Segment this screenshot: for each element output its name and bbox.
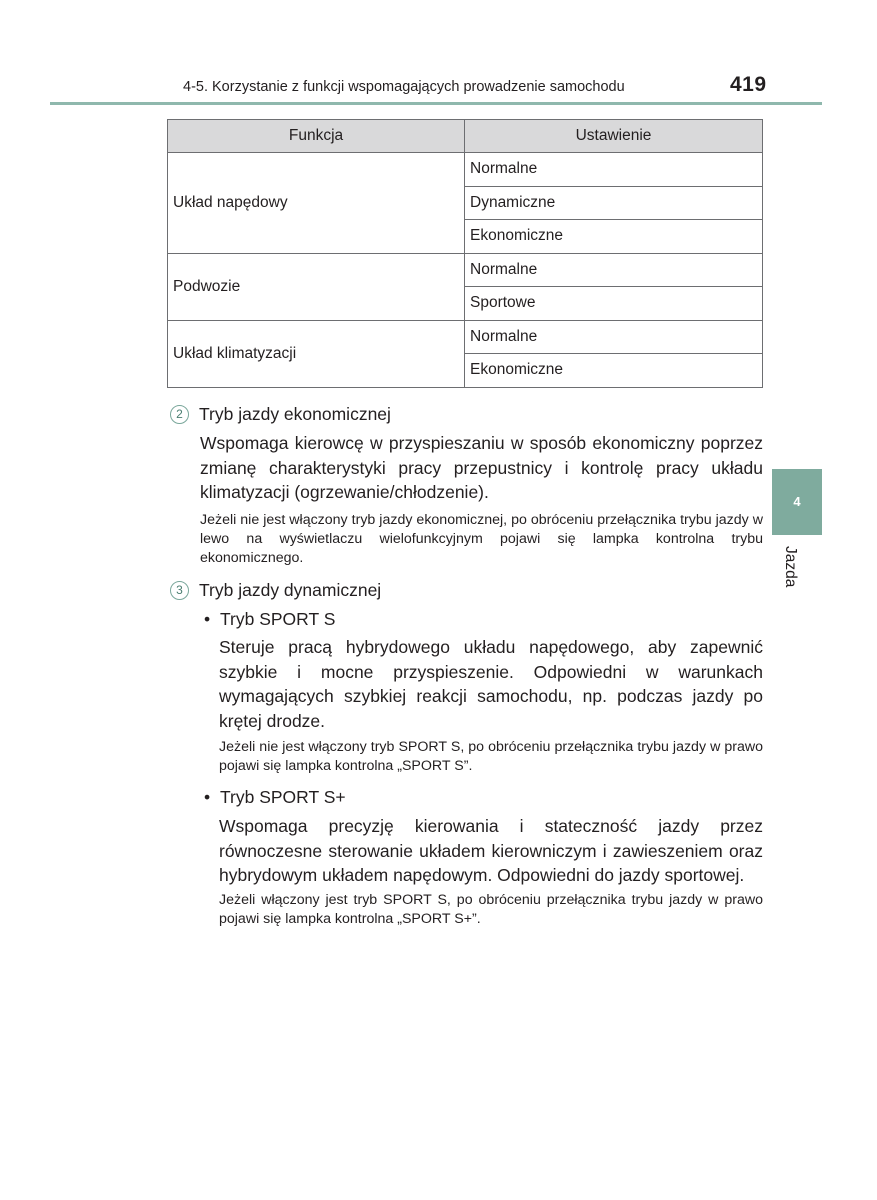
table-header-row — [168, 120, 763, 153]
table-header-setting: Ustawienie — [465, 120, 763, 153]
table-row — [168, 320, 763, 354]
item-number-circle: 3 — [170, 581, 189, 600]
table-row — [168, 253, 763, 287]
item-description-eco: Wspomaga kierowcę w przyspieszaniu w sposób ekonomiczny poprzez zmianę charakterystyki pracy przepustnicy i kontrolę pracy układu klimatyzacji (ogrzewanie/chłodzenie). — [200, 433, 763, 502]
section-title: 4-5. Korzystanie z funkcji wspomagających prowadzenie samochodu — [183, 79, 625, 95]
table-cell-function: Podwozie — [168, 253, 465, 320]
chapter-label: Jazda — [782, 546, 799, 588]
header-divider — [50, 102, 822, 105]
subitem-note-sport-s: Jeżeli nie jest włączony tryb SPORT S, po obróceniu przełącznika trybu jazdy w prawo pojawi się lampka kontrolna „SPORT S”. — [219, 739, 763, 774]
item-number-circle: 2 — [170, 405, 189, 424]
bullet: • — [204, 787, 211, 807]
item-note-eco: Jeżeli nie jest włączony tryb jazdy ekonomicznej, po obróceniu przełącznika trybu jazdy w lewo na wyświetlaczu wielofunkcyjnym pojawi się lampka kontrolna trybu ekonomicznego. — [200, 512, 763, 566]
table-header-function: Funkcja — [168, 120, 465, 153]
table-cell-function: Układ klimatyzacji — [168, 320, 465, 387]
table-cell-function: Układ napędowy — [168, 153, 465, 254]
subitem-title-sport-s: Tryb SPORT S — [220, 609, 336, 629]
subitem-title-sport-s-plus: Tryb SPORT S+ — [220, 787, 346, 807]
subitem-description-sport-s-plus: Wspomaga precyzję kierowania i stateczność jazdy przez równoczesne sterowanie układem kierowniczym i zawieszeniem oraz hybrydowym układem napędowym. Odpowiedni do jazdy sportowej. — [219, 816, 763, 885]
item-title-eco: Tryb jazdy ekonomicznej — [199, 404, 391, 424]
table-cell-setting: Ekonomiczne — [465, 354, 763, 388]
table-cell-setting: Dynamiczne — [465, 186, 763, 220]
item-title-dynamic: Tryb jazdy dynamicznej — [199, 580, 382, 600]
chapter-tab: 4 — [772, 469, 822, 535]
table-row — [168, 153, 763, 187]
subitem-note-sport-s-plus: Jeżeli włączony jest tryb SPORT S, po obróceniu przełącznika trybu jazdy w prawo pojawi się lampka kontrolna „SPORT S+”. — [219, 892, 763, 927]
bullet: • — [204, 609, 211, 629]
table-cell-setting: Normalne — [465, 153, 763, 187]
subitem-description-sport-s: Steruje pracą hybrydowego układu napędowego, aby zapewnić szybkie i mocne przyspieszenie. Odpowiedni w warunkach wymagających szybkiej reakcji samochodu, np. podczas jazdy po krętej drodze. — [219, 637, 763, 731]
settings-table — [167, 119, 763, 388]
page-number: 419 — [730, 73, 767, 96]
table-cell-setting: Normalne — [465, 320, 763, 354]
table-cell-setting: Normalne — [465, 253, 763, 287]
table-cell-setting: Ekonomiczne — [465, 220, 763, 254]
table-cell-setting: Sportowe — [465, 287, 763, 321]
